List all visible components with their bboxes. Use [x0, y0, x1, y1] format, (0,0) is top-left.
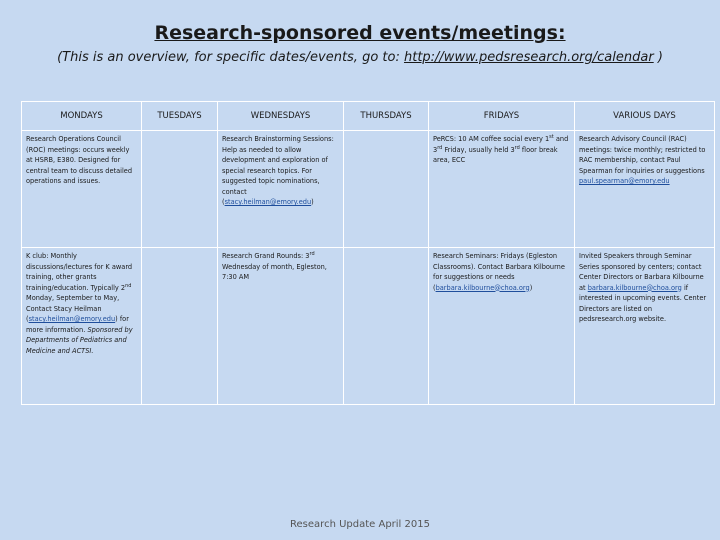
percs-text: and 3	[433, 135, 569, 154]
subtitle-text-after: )	[653, 50, 663, 65]
cell-friday-seminars	[429, 248, 575, 405]
cell-tuesday-empty	[142, 131, 218, 248]
col-header-various-days: VARIOUS DAYS	[575, 102, 715, 131]
seminars-text: Research Seminars: Fridays (Egleston Classrooms). Contact Barbara Kilbourne for suggestions or needs (	[433, 252, 565, 292]
cell-wednesday-brainstorm	[218, 131, 344, 248]
kclub-text: K club: Monthly discussions/lectures for K award training, other grants training/education. Typically 2	[26, 252, 133, 292]
ordinal-suffix: rd	[437, 144, 443, 151]
ordinal-suffix: st	[549, 133, 554, 140]
brainstorm-text: Research Brainstorming Sessions: Help as needed to allow development and exploration of special research topics. For suggested topic nominations, contact (	[222, 135, 334, 206]
grand-rounds-text: Wednesday of month, Egleston, 7:30 AM	[222, 262, 327, 281]
cell-wednesday-grand-rounds	[218, 248, 344, 405]
roc-text: Research Operations Council (ROC) meetings: occurs weekly at HSRB, E380. Designed for central team to discuss detailed operations and issues.	[26, 135, 133, 185]
grand-rounds-text: Research Grand Rounds: 3	[222, 252, 310, 260]
page-title: Research-sponsored events/meetings:	[154, 22, 566, 44]
header-row	[22, 102, 715, 131]
col-header-wednesdays: WEDNESDAYS	[218, 102, 344, 131]
subtitle-text-before: (This is an overview, for specific dates/events, go to:	[57, 50, 404, 65]
events-table	[21, 101, 715, 405]
kclub-sponsor-note: Sponsored by Departments of Pediatrics and Medicine and ACTSI.	[26, 325, 133, 355]
rac-text: Research Advisory Council (RAC) meetings: twice monthly; restricted to RAC membership, contact Paul Spearman for inquiries or suggestions	[579, 135, 706, 175]
cell-thursday-empty	[344, 248, 429, 405]
ordinal-suffix: rd	[514, 144, 520, 151]
speakers-text: if interested in upcoming events. Center Directors are listed on pedsresearch.org website.	[579, 283, 707, 323]
barbara-email-link[interactable]: barbara.kilbourne@choa.org	[435, 283, 530, 292]
table-row	[22, 248, 715, 405]
percs-text: floor break area, ECC	[433, 145, 558, 164]
speakers-text: Invited Speakers through Seminar Series sponsored by centers; contact Center Directors or Barbara Kilbourne at	[579, 252, 704, 292]
ordinal-suffix: rd	[309, 250, 315, 257]
percs-text: PeRCS: 10 AM coffee social every 1	[433, 135, 550, 143]
barbara-email-link[interactable]: barbara.kilbourne@choa.org	[587, 283, 682, 292]
cell-tuesday-empty	[142, 248, 218, 405]
paul-email-link[interactable]: paul.spearman@emory.edu	[579, 177, 670, 185]
page-subtitle	[0, 50, 720, 65]
footer-text: Research Update April 2015	[290, 519, 430, 530]
cell-monday-kclub	[22, 248, 142, 405]
stacy-email-link[interactable]: stacy.heilman@emory.edu	[224, 198, 312, 206]
cell-various-rac	[575, 131, 715, 248]
seminars-end: )	[529, 283, 533, 292]
brainstorm-end: )	[311, 198, 314, 206]
percs-text: Friday, usually held 3	[442, 145, 515, 154]
col-header-thursdays: THURSDAYS	[344, 102, 429, 131]
cell-monday-roc	[22, 131, 142, 248]
stacy-email-link[interactable]: stacy.heilman@emory.edu	[28, 315, 116, 323]
cell-friday-percs	[429, 131, 575, 248]
cell-various-speakers	[575, 248, 715, 405]
calendar-link[interactable]: http://www.pedsresearch.org/calendar	[403, 50, 654, 65]
kclub-text: ) for more information.	[26, 315, 129, 334]
col-header-fridays: FRIDAYS	[429, 102, 575, 131]
kclub-text: Monday, September to May, Contact Stacy Heilman (	[26, 294, 120, 323]
col-header-tuesdays: TUESDAYS	[142, 102, 218, 131]
cell-thursday-empty	[344, 131, 429, 248]
ordinal-suffix: nd	[125, 282, 132, 289]
col-header-mondays: MONDAYS	[22, 102, 142, 131]
table-row	[22, 131, 715, 248]
